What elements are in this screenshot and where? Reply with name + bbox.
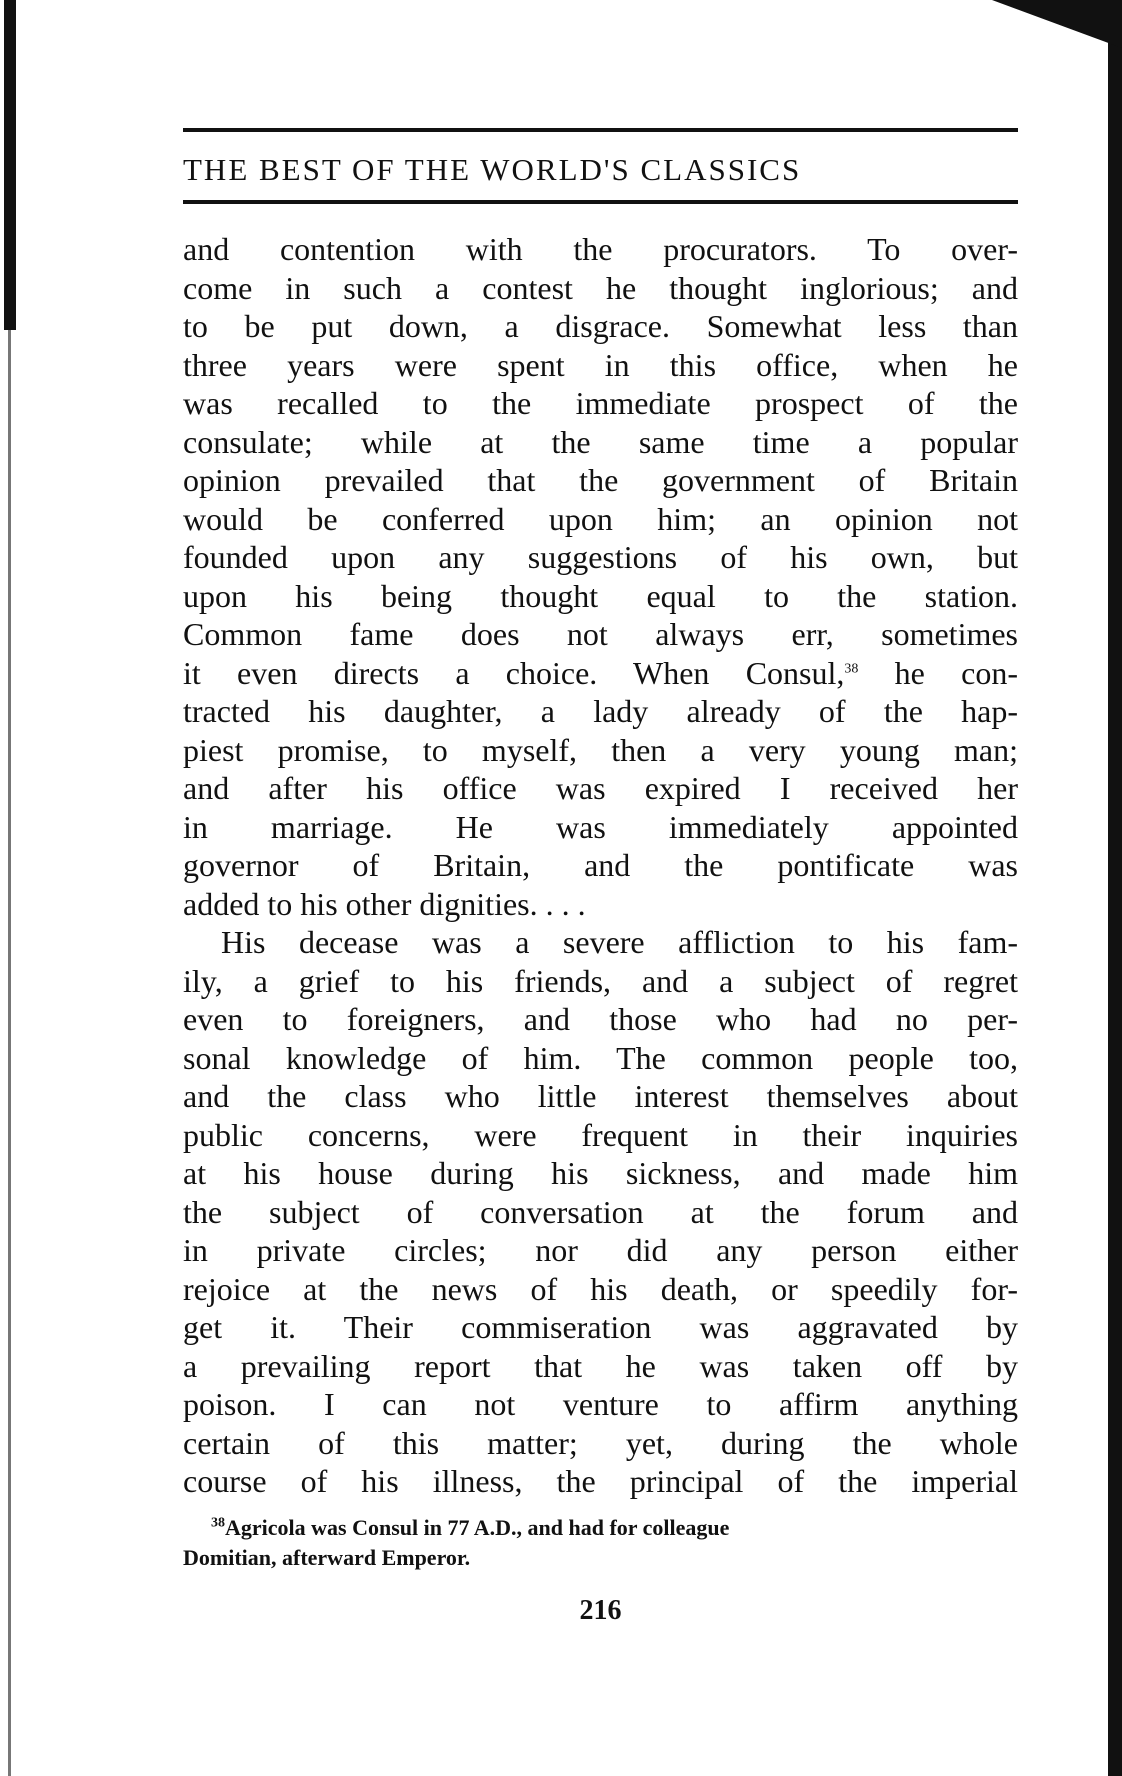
header-rule-bottom (183, 200, 1018, 204)
footnote-line (183, 1513, 1018, 1543)
text-line: in marriage. He was immediately appointed (183, 808, 1018, 845)
text-line: sonal knowledge of him. The common people too, (183, 1039, 1018, 1076)
text-line: tracted his daughter, a lady already of the hap- (183, 693, 1018, 729)
footnote-reference: 38 (844, 660, 859, 676)
header-rule-top (183, 128, 1018, 132)
text-line: the subject of conversation at the forum and (183, 1193, 1018, 1230)
page-number: 216 (579, 1594, 622, 1626)
text-line: rejoice at the news of his death, or speedily for- (183, 1270, 1018, 1307)
page-corner-shadow (992, 0, 1122, 48)
text-segment: it even directs a choice. When Consul, (183, 654, 845, 691)
footnote (183, 1513, 1018, 1573)
text-line: poison. I can not venture to affirm anything (183, 1386, 1018, 1422)
text-line-with-note (183, 654, 1018, 693)
footnote-text: Agricola was Consul in 77 A.D., and had for colleague (225, 1514, 730, 1540)
text-line: a prevailing report that he was taken off by (183, 1347, 1018, 1384)
text-line: and contention with the procurators. To over- (183, 231, 1018, 267)
text-line: founded upon any suggestions of his own, but (183, 539, 1018, 575)
text-line: and after his office was expired I received her (183, 770, 1018, 806)
text-line: and the class who little interest themselves about (183, 1078, 1018, 1114)
text-line: to be put down, a disgrace. Somewhat less than (183, 308, 1018, 344)
text-line: even to foreigners, and those who had no per- (183, 1001, 1018, 1037)
page-edge-shadow-right (1108, 0, 1122, 1776)
text-line: His decease was a severe affliction to his fam- (221, 924, 1018, 960)
text-line: certain of this matter; yet, during the whole (183, 1424, 1018, 1461)
page-edge-shadow-left (4, 0, 16, 330)
text-line: opinion prevailed that the government of Britain (183, 462, 1018, 498)
text-line: course of his illness, the principal of the imperial (183, 1463, 1018, 1499)
text-line: was recalled to the immediate prospect of the (183, 385, 1018, 421)
book-page (183, 128, 1018, 1627)
page-edge-line-left (8, 330, 11, 1776)
text-line: governor of Britain, and the pontificate was (183, 847, 1018, 883)
text-line: piest promise, to myself, then a very young man; (183, 731, 1018, 768)
text-line: come in such a contest he thought inglorious; and (183, 269, 1018, 306)
footnote-line: Domitian, afterward Emperor. (183, 1544, 471, 1570)
text-segment: he con- (858, 654, 1019, 691)
text-line: at his house during his sickness, and made him (183, 1155, 1018, 1191)
text-line: get it. Their commiseration was aggravated by (183, 1309, 1018, 1345)
text-line: Common fame does not always err, sometimes (183, 616, 1018, 652)
text-line: ily, a grief to his friends, and a subject of regret (183, 962, 1018, 999)
running-head: THE BEST OF THE WORLD'S CLASSICS (183, 152, 802, 187)
body-text (183, 230, 1018, 1501)
footnote-marker: 38 (211, 1515, 225, 1531)
paragraph-2 (183, 923, 1018, 1501)
paragraph-1 (183, 230, 1018, 923)
text-line: public concerns, were frequent in their inquiries (183, 1116, 1018, 1153)
text-line: would be conferred upon him; an opinion not (183, 500, 1018, 537)
text-line: added to his other dignities. . . . (183, 885, 586, 922)
text-line: in private circles; nor did any person either (183, 1232, 1018, 1268)
text-line: three years were spent in this office, when he (183, 346, 1018, 383)
text-line: upon his being thought equal to the station. (183, 577, 1018, 614)
text-line: consulate; while at the same time a popular (183, 423, 1018, 460)
